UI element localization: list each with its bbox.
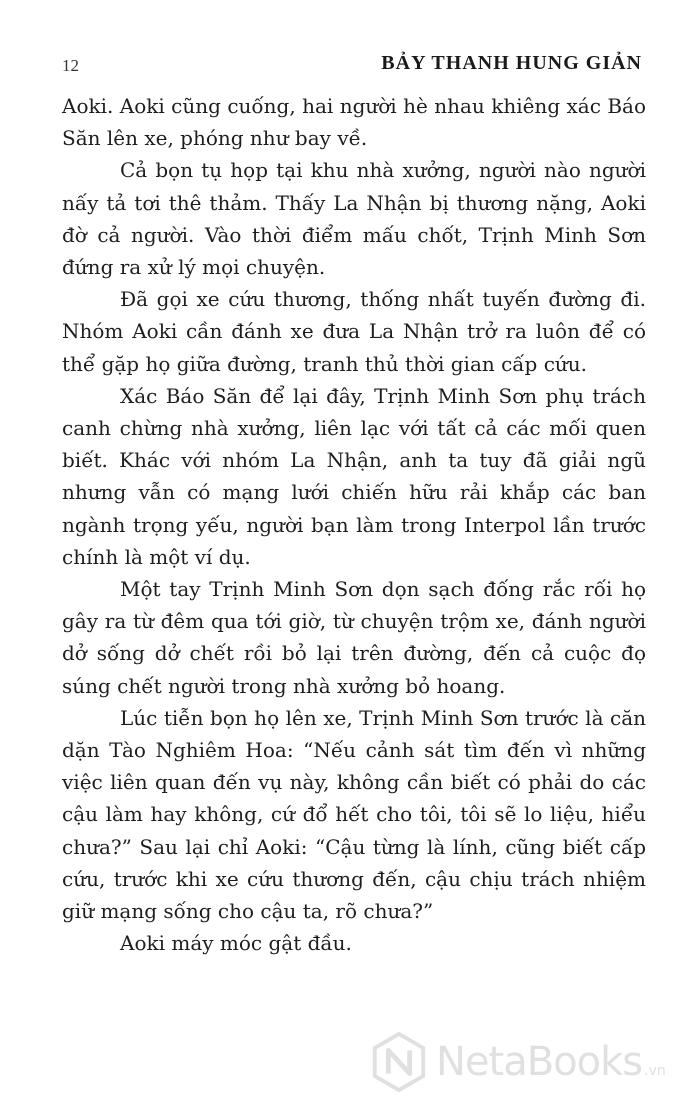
paragraph: Aoki máy móc gật đầu. [120,931,352,956]
paragraph: Cả bọn tụ họp tại khu nhà xưởng, người nào người nấy tả tơi thê thảm. Thấy La Nhận bị thương nặng, Aoki đờ cả người. Vào thời điểm mấu chốt, Trịnh Minh Sơn đứng ra xử lý mọi chuyện. [62,158,646,280]
paragraph: Aoki. Aoki cũng cuống, hai người hè nhau khiêng xác Báo Săn lên xe, phóng như bay về. [62,94,646,151]
paragraph: Xác Báo Săn để lại đây, Trịnh Minh Sơn phụ trách canh chừng nhà xưởng, liên lạc với tất cả các mối quen biết. Khác với nhóm La Nhận, anh ta tuy đã giải ngũ nhưng vẫn có mạng lưới chiến hữu rải khắp các ban ngành trọng yếu, người bạn làm trong Interpol lần trước chính là một ví dụ. [62,383,646,569]
paragraph: Lúc tiễn bọn họ lên xe, Trịnh Minh Sơn trước là căn dặn Tào Nghiêm Hoa: “Nếu cảnh sát tìm đến vì những việc liên quan đến vụ này, không cần biết có phải do các cậu làm hay không, cứ đổ hết cho tôi, tôi sẽ lo liệu, hiểu chưa?” Sau lại chỉ Aoki: “Cậu từng là lính, cũng biết cấp cứu, trước khi xe cứu thương đến, cậu chịu trách nhiệm giữ mạng sống cho cậu ta, rõ chưa?” [62,705,646,924]
page-number: 12 [62,56,79,75]
watermark-brand: NetaBooks [436,1039,643,1085]
netabooks-logo-icon [368,1031,430,1093]
watermark-suffix: .vn [644,1063,666,1079]
book-title: BẢY THANH HUNG GIẢN [381,52,642,74]
paragraph: Một tay Trịnh Minh Sơn dọn sạch đống rắc rối họ gây ra từ đêm qua tới giờ, từ chuyện trộm xe, đánh người dở sống dở chết rồi bỏ lại trên đường, đến cả cuộc đọ súng chết người trong nhà xưởng bỏ hoang. [62,577,646,698]
watermark [368,1022,688,1102]
page-body [62,90,646,959]
paragraph: Đã gọi xe cứu thương, thống nhất tuyến đường đi. Nhóm Aoki cần đánh xe đưa La Nhận trở ra luôn để có thể gặp họ giữa đường, tranh thủ thời gian cấp cứu. [62,287,646,376]
